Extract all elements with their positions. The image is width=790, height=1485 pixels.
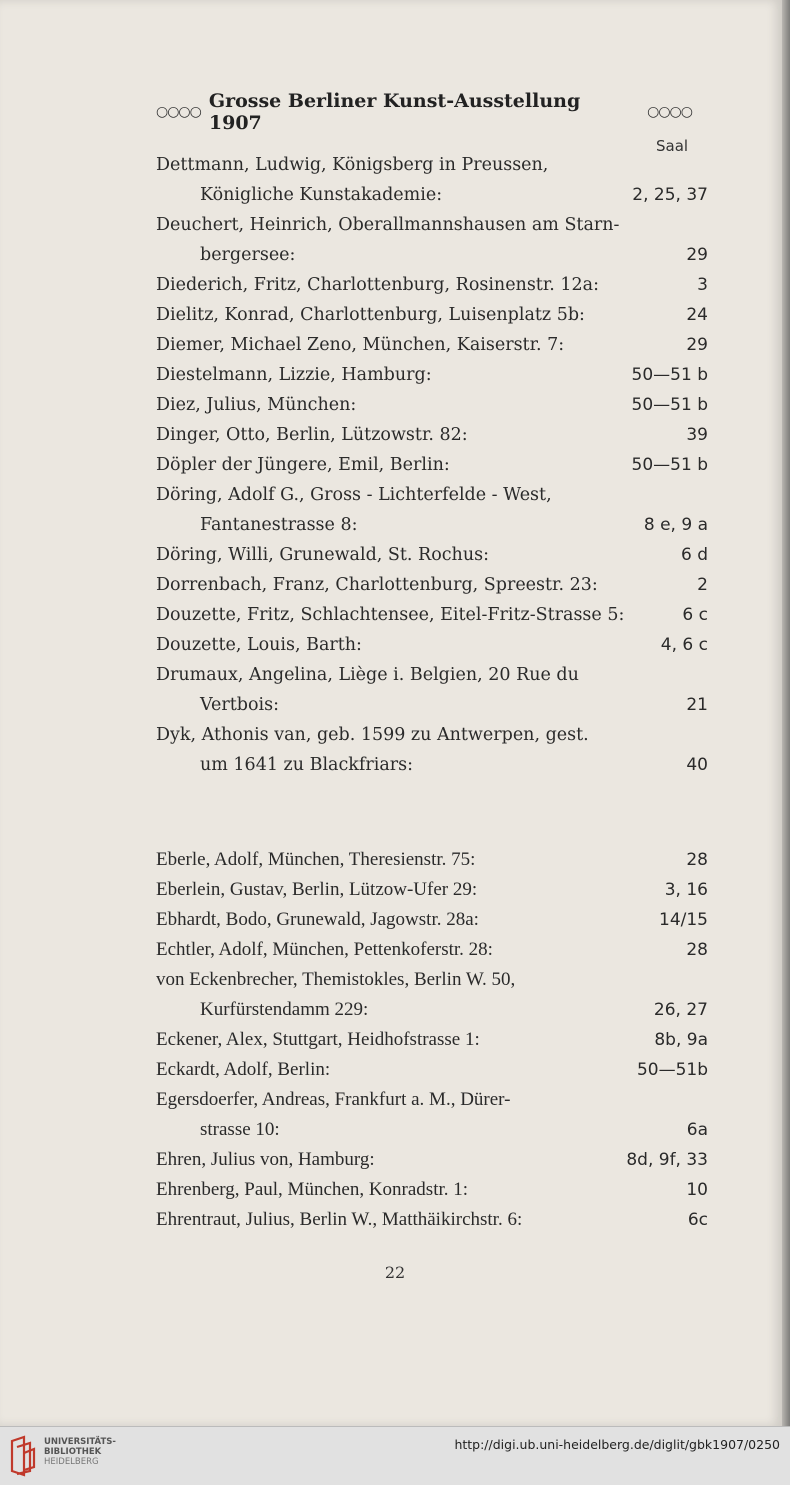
- entry-room-number: 4, 6 c: [660, 635, 708, 655]
- entry-room-number: 3, 16: [664, 880, 708, 900]
- page-edge: [782, 0, 790, 1426]
- entry-line: [156, 600, 708, 630]
- entry-room-number: 8 e, 9 a: [643, 515, 708, 535]
- entry-text: Kurfürstendamm 229:: [200, 999, 369, 1020]
- entry-text: um 1641 zu Blackfriars:: [200, 755, 413, 775]
- entry-line: [156, 360, 708, 390]
- entry-text: Dyk, Athonis van, geb. 1599 zu Antwerpen, gest.: [156, 725, 589, 745]
- entry-line: [156, 1115, 708, 1145]
- entry-text: Drumaux, Angelina, Liège i. Belgien, 20 Rue du: [156, 665, 579, 685]
- entry-text: Ehren, Julius von, Hamburg:: [156, 1149, 375, 1170]
- entry-line: [156, 330, 708, 360]
- entry-text: Diederich, Fritz, Charlottenburg, Rosinenstr. 12a:: [156, 275, 600, 295]
- entry-text: Ehrenberg, Paul, München, Konradstr. 1:: [156, 1179, 469, 1200]
- entry-line: [156, 1085, 708, 1115]
- entry-room-number: 2, 25, 37: [632, 185, 708, 205]
- entry-line: [156, 750, 708, 780]
- entry-line: [156, 450, 708, 480]
- entry-line: [156, 690, 708, 720]
- column-label-saal: Saal: [656, 137, 689, 155]
- entry-line: [156, 905, 708, 935]
- entry-line: [156, 150, 708, 180]
- entry-text: bergersee:: [200, 245, 296, 265]
- entry-text: Ebhardt, Bodo, Grunewald, Jagowstr. 28a:: [156, 909, 479, 930]
- entry-room-number: 29: [686, 245, 708, 265]
- source-url-link[interactable]: http://digi.ub.uni-heidelberg.de/diglit/gbk1907/0250: [454, 1437, 780, 1452]
- entry-list-e: [156, 845, 708, 1235]
- entry-room-number: 2: [697, 575, 708, 595]
- entry-room-number: 50—51 b: [631, 455, 708, 475]
- entry-line: [156, 570, 708, 600]
- entry-line: [156, 845, 708, 875]
- library-logo-icon[interactable]: [8, 1435, 38, 1477]
- entry-text: Diemer, Michael Zeno, München, Kaiserstr. 7:: [156, 335, 565, 355]
- entry-room-number: 50—51 b: [631, 365, 708, 385]
- entry-text: Douzette, Louis, Barth:: [156, 635, 362, 655]
- entry-room-number: 8d, 9f, 33: [626, 1150, 708, 1170]
- entry-line: [156, 720, 708, 750]
- entry-text: Dettmann, Ludwig, Königsberg in Preussen,: [156, 155, 549, 175]
- entry-room-number: 6 c: [682, 605, 708, 625]
- entry-text: Deuchert, Heinrich, Oberallmannshausen am Starn-: [156, 215, 620, 235]
- entry-text: Dorrenbach, Franz, Charlottenburg, Spreestr. 23:: [156, 575, 598, 595]
- library-footer: [0, 1426, 790, 1485]
- entry-room-number: 40: [686, 755, 708, 775]
- entry-text: strasse 10:: [200, 1119, 280, 1140]
- entry-line: [156, 270, 708, 300]
- entry-text: Dielitz, Konrad, Charlottenburg, Luisenplatz 5b:: [156, 305, 585, 325]
- entry-room-number: 39: [686, 425, 708, 445]
- entry-line: [156, 1175, 708, 1205]
- library-name-line3: HEIDELBERG: [44, 1457, 99, 1467]
- entry-text: Diez, Julius, München:: [156, 395, 357, 415]
- entry-room-number: 14/15: [659, 910, 708, 930]
- entry-text: Echtler, Adolf, München, Pettenkoferstr. 28:: [156, 939, 493, 960]
- entry-line: [156, 1055, 708, 1085]
- library-name-line1: UNIVERSITÄTS-: [44, 1437, 116, 1447]
- entry-text: Ehrentraut, Julius, Berlin W., Matthäikirchstr. 6:: [156, 1209, 523, 1230]
- entry-line: [156, 1145, 708, 1175]
- entry-text: Eberlein, Gustav, Berlin, Lützow-Ufer 29:: [156, 879, 478, 900]
- entry-text: Dinger, Otto, Berlin, Lützowstr. 82:: [156, 425, 468, 445]
- entry-text: Douzette, Fritz, Schlachtensee, Eitel-Fritz-Strasse 5:: [156, 605, 625, 625]
- entry-line: [156, 480, 708, 510]
- entry-text: Egersdoerfer, Andreas, Frankfurt a. M., Dürer-: [156, 1089, 511, 1110]
- entry-text: Fantanestrasse 8:: [200, 515, 358, 535]
- ornament-right: ○○○○: [647, 104, 692, 120]
- entry-text: Diestelmann, Lizzie, Hamburg:: [156, 365, 432, 385]
- entry-line: [156, 875, 708, 905]
- running-header: [148, 90, 700, 134]
- entry-room-number: 21: [686, 695, 708, 715]
- entry-text: Vertbois:: [200, 695, 279, 715]
- entry-text: Eckener, Alex, Stuttgart, Heidhofstrasse 1:: [156, 1029, 480, 1050]
- entry-text: Döpler der Jüngere, Emil, Berlin:: [156, 455, 450, 475]
- entry-room-number: 26, 27: [653, 1000, 708, 1020]
- entry-line: [156, 995, 708, 1025]
- entry-line: [156, 660, 708, 690]
- entry-room-number: 8b, 9a: [654, 1030, 708, 1050]
- entry-room-number: 28: [686, 940, 708, 960]
- entry-text: Döring, Adolf G., Gross - Lichterfelde - West,: [156, 485, 552, 505]
- entry-line: [156, 300, 708, 330]
- entry-room-number: 6 d: [680, 545, 708, 565]
- entry-line: [156, 935, 708, 965]
- entry-text: Eckardt, Adolf, Berlin:: [156, 1059, 331, 1080]
- library-name: [44, 1437, 116, 1467]
- entry-text: Eberle, Adolf, München, Theresienstr. 75:: [156, 849, 476, 870]
- entry-list-d: [156, 150, 708, 780]
- entry-room-number: 3: [697, 275, 708, 295]
- entry-room-number: 50—51b: [636, 1060, 708, 1080]
- entry-line: [156, 965, 708, 995]
- entry-line: [156, 540, 708, 570]
- entry-line: [156, 510, 708, 540]
- ornament-left: ○○○○: [156, 104, 201, 120]
- entry-line: [156, 210, 708, 240]
- page-title: Grosse Berliner Kunst-Ausstellung 1907: [208, 90, 581, 134]
- entry-line: [156, 1025, 708, 1055]
- entry-text: von Eckenbrecher, Themistokles, Berlin W. 50,: [156, 969, 516, 990]
- entry-room-number: 50—51 b: [631, 395, 708, 415]
- library-name-line2: BIBLIOTHEK: [44, 1447, 102, 1457]
- entry-room-number: 10: [686, 1180, 708, 1200]
- entry-line: [156, 240, 708, 270]
- entry-text: Königliche Kunstakademie:: [200, 185, 443, 205]
- entry-line: [156, 630, 708, 660]
- entry-line: [156, 420, 708, 450]
- entry-line: [156, 180, 708, 210]
- entry-room-number: 6c: [687, 1210, 708, 1230]
- page-number: 22: [384, 1263, 406, 1282]
- entry-line: [156, 1205, 708, 1235]
- entry-room-number: 28: [686, 850, 708, 870]
- entry-line: [156, 390, 708, 420]
- entry-room-number: 29: [686, 335, 708, 355]
- entry-room-number: 24: [686, 305, 708, 325]
- entry-room-number: 6a: [686, 1120, 708, 1140]
- entry-text: Döring, Willi, Grunewald, St. Rochus:: [156, 545, 489, 565]
